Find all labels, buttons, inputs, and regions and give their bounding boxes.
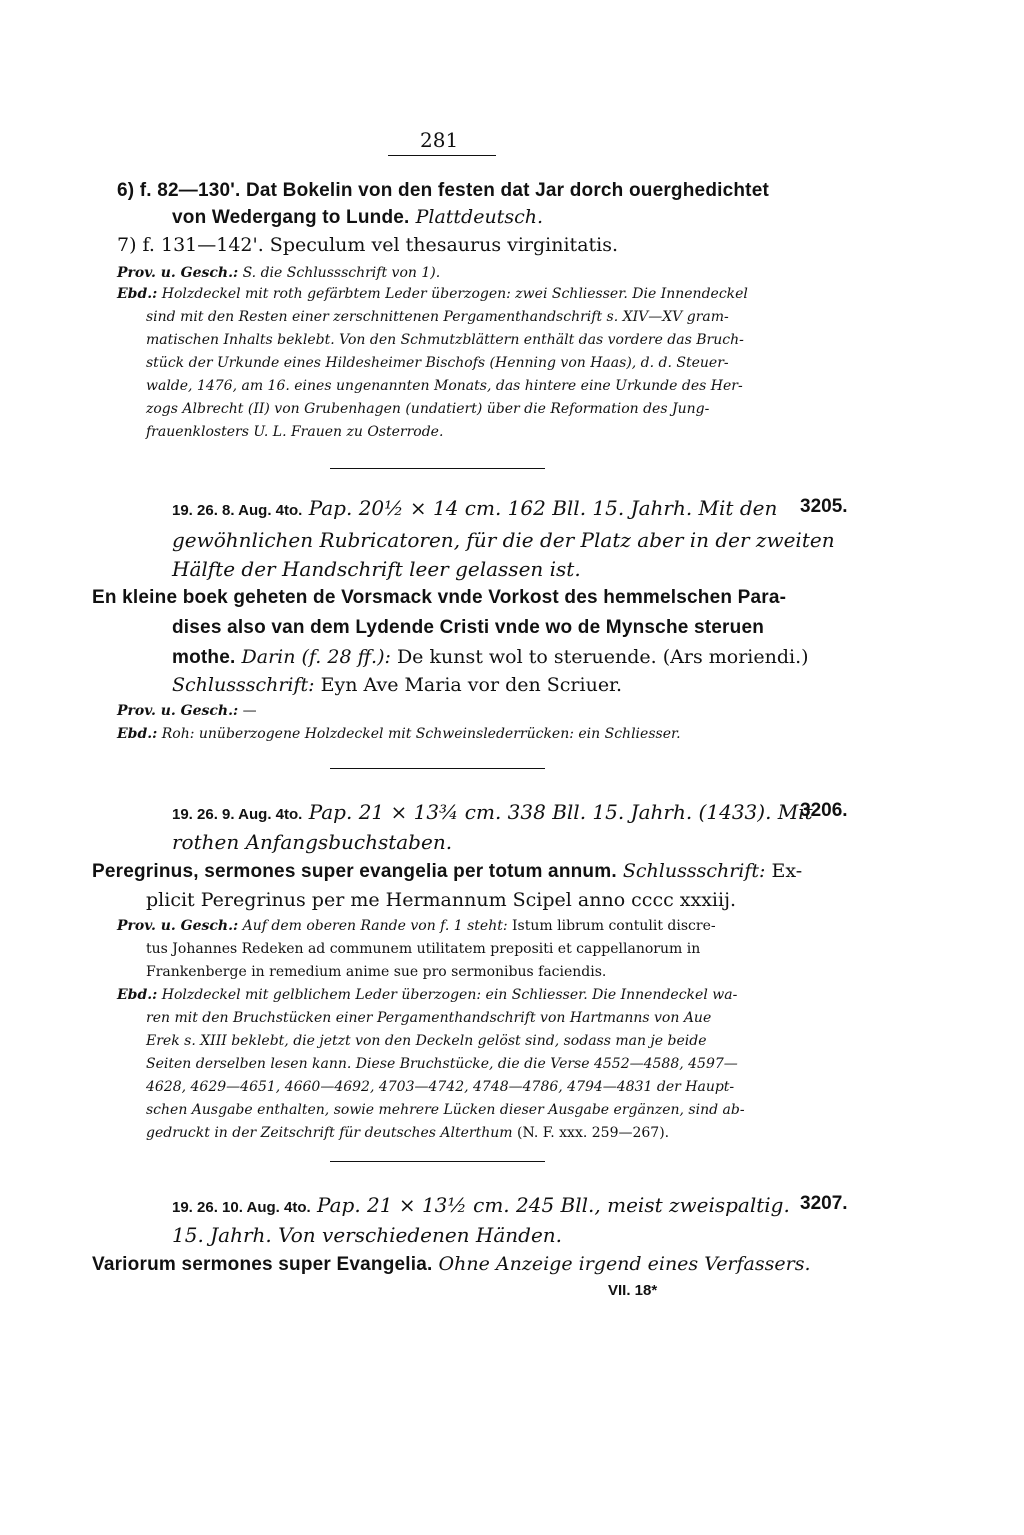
entry-3205-description: Pap. 20½ × 14 cm. 162 Bll. 15. Jahrh. Mit den xyxy=(308,496,778,520)
item-6-language: Plattdeutsch. xyxy=(415,206,543,228)
entry-3207-number: 3207. xyxy=(800,1193,848,1214)
prov-line xyxy=(117,265,440,281)
item-6-title-end: von Wedergang to Lunde. xyxy=(172,207,410,228)
entry-3205-explicit: Schlussschrift: Eyn Ave Maria vor den Scriuer. xyxy=(172,674,623,696)
entry-3206-number: 3206. xyxy=(800,800,848,821)
ebd-line-2: sind mit den Resten einer zerschnittenen Pergamenthandschrift s. XIV—XV gram- xyxy=(146,309,729,325)
ebd-line-4: stück der Urkunde eines Hildesheimer Bischofs (Henning von Haas), d. d. Steuer- xyxy=(146,355,729,371)
entry-3205-title-1: En kleine boek geheten de Vorsmack vnde Vorkost des hemmelschen Para- xyxy=(92,587,787,608)
entry-3205-title-2: dises also van dem Lydende Cristi vnde wo de Mynsche steruen xyxy=(172,617,765,638)
entry-3205-number: 3205. xyxy=(800,496,848,517)
entry-3206-title-2: plicit Peregrinus per me Hermannum Scipel anno cccc xxxiij. xyxy=(146,889,737,911)
separator-rule xyxy=(330,468,545,469)
page-number-rule xyxy=(388,155,496,156)
item-7-line: 7) f. 131—142'. Speculum vel thesaurus virginitatis. xyxy=(117,234,619,256)
separator-rule xyxy=(330,1161,545,1162)
entry-3206-title-1: Peregrinus, sermones super evangelia per totum annum. Schlussschrift: Ex- xyxy=(92,860,803,882)
entry-3205-ebd: Ebd.: Roh: unüberzogene Holzdeckel mit Schweinslederrücken: ein Schliesser. xyxy=(117,726,681,742)
entry-3206-prov-2: tus Johannes Redeken ad communem utilitatem prepositi et cappellanorum in xyxy=(146,941,701,957)
entry-3206-header-2: rothen Anfangsbuchstaben. xyxy=(172,830,453,854)
entry-3207-header-1 xyxy=(172,1193,790,1217)
entry-3206-ebd-3: Erek s. XIII beklebt, die jetzt von den Deckeln gelöst sind, sodass man je beide xyxy=(146,1033,707,1049)
separator-rule xyxy=(330,768,545,769)
ebd-label: Ebd.: xyxy=(117,286,158,302)
item-6-line-2 xyxy=(172,206,543,229)
entry-3206-ebd-6: schen Ausgabe enthalten, sowie mehrere Lücken dieser Ausgabe ergänzen, sind ab- xyxy=(146,1102,745,1118)
entry-3206-prov-3: Frankenberge in remedium anime sue pro sermonibus faciendis. xyxy=(146,964,607,980)
ebd-line-6: zogs Albrecht (II) von Grubenhagen (undatiert) über die Reformation des Jung- xyxy=(146,401,710,417)
entry-3205-header-2: gewöhnlichen Rubricatoren, für die der Platz aber in der zweiten xyxy=(172,528,835,552)
entry-3206-ebd-4: Seiten derselben lesen kann. Diese Bruchstücke, die die Verse 4552—4588, 4597— xyxy=(146,1056,738,1072)
entry-3206-description: Pap. 21 × 13¾ cm. 338 Bll. 15. Jahrh. (1433). Mit xyxy=(308,800,813,824)
entry-3205-prov: Prov. u. Gesch.: — xyxy=(117,703,257,719)
entry-3207-description: Pap. 21 × 13½ cm. 245 Bll., meist zweispaltig. xyxy=(317,1193,790,1217)
entry-3206-ebd-2: ren mit den Bruchstücken einer Pergamenthandschrift von Hartmanns von Aue xyxy=(146,1010,712,1026)
entry-3205-header-1 xyxy=(172,496,777,520)
entry-3206-prov-1: Prov. u. Gesch.: Auf dem oberen Rande von f. 1 steht: Istum librum contulit discre- xyxy=(117,918,716,934)
entry-3207-title: Variorum sermones super Evangelia. Ohne Anzeige irgend eines Verfassers. xyxy=(92,1253,811,1275)
entry-3207-signature: 19. 26. 10. Aug. 4to. xyxy=(172,1199,311,1216)
signature-mark: VII. 18* xyxy=(608,1282,658,1299)
ebd-line-5: walde, 1476, am 16. eines ungenannten Monats, das hintere eine Urkunde des Her- xyxy=(146,378,743,394)
entry-3206-signature: 19. 26. 9. Aug. 4to. xyxy=(172,806,303,823)
page-number: 281 xyxy=(420,128,459,152)
entry-3205-signature: 19. 26. 8. Aug. 4to. xyxy=(172,502,303,519)
prov-label: Prov. u. Gesch.: xyxy=(117,265,239,281)
item-6-line-1: 6) f. 82—130'. Dat Bokelin von den festen dat Jar dorch ouerghedichtet xyxy=(117,180,769,201)
entry-3206-ebd-7: gedruckt in der Zeitschrift für deutsches Alterthum (N. F. xxx. 259—267). xyxy=(146,1125,670,1141)
entry-3205-header-3: Hälfte der Handschrift leer gelassen ist. xyxy=(172,557,581,581)
entry-3207-header-2: 15. Jahrh. Von verschiedenen Händen. xyxy=(172,1223,563,1247)
ebd-line-1: Ebd.: Holzdeckel mit roth gefärbtem Leder überzogen: zwei Schliesser. Die Innendeckel xyxy=(117,286,748,302)
ebd-line-3: matischen Inhalts beklebt. Von den Schmutzblättern enthält das vordere das Bruch- xyxy=(146,332,744,348)
entry-3206-ebd-1: Ebd.: Holzdeckel mit gelblichem Leder überzogen: ein Schliesser. Die Innendeckel wa- xyxy=(117,987,738,1003)
entry-3206-header-1 xyxy=(172,800,813,824)
entry-3205-title-3: mothe. Darin (f. 28 ff.): De kunst wol to steruende. (Ars moriendi.) xyxy=(172,646,809,668)
entry-3206-ebd-5: 4628, 4629—4651, 4660—4692, 4703—4742, 4748—4786, 4794—4831 der Haupt- xyxy=(146,1079,735,1095)
prov-text: S. die Schlussschrift von 1). xyxy=(242,265,441,281)
ebd-line-7: frauenklosters U. L. Frauen zu Osterrode. xyxy=(146,424,444,440)
